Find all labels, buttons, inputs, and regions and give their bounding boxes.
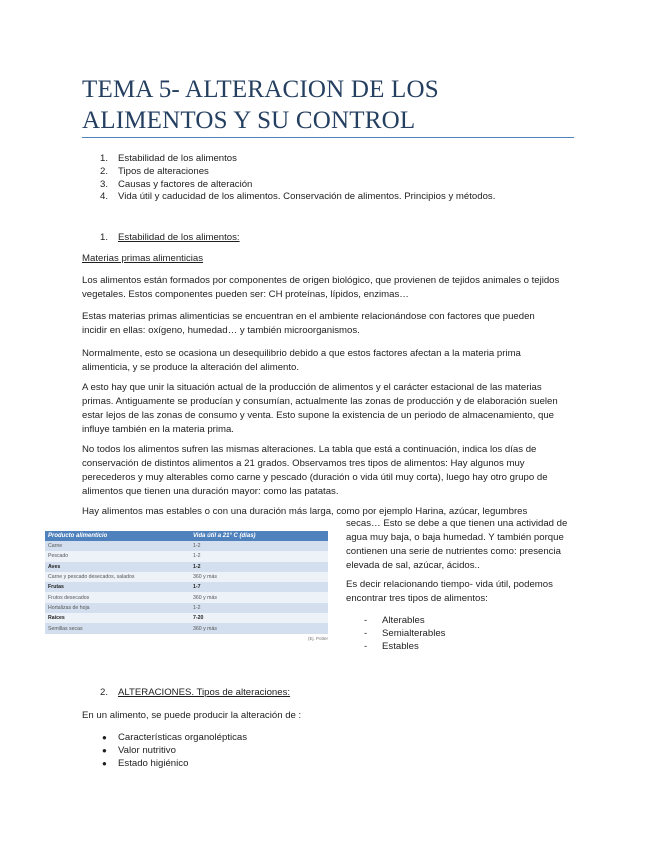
index-item [100, 165, 570, 178]
section-title: ALTERACIONES. Tipos de alteraciones: [118, 687, 291, 698]
table-cell: Frutos desecados [45, 592, 190, 602]
table-row [45, 582, 328, 592]
list-item [364, 640, 564, 653]
title-underline [82, 137, 574, 138]
list-item-label: Semialterables [382, 627, 446, 639]
index-item [100, 152, 570, 165]
table-row [45, 603, 328, 613]
table-header-days: Vida útil a 21° C (días) [190, 531, 328, 541]
dash-marker: - [364, 615, 368, 626]
table-cell: Carne y pescado desecados, salados [45, 572, 190, 582]
table-cell: Carne [45, 541, 190, 551]
section-number: 2. [100, 687, 109, 698]
index-number: 4. [100, 191, 109, 203]
table-cell: 1-2 [190, 603, 328, 613]
table-row [45, 592, 328, 602]
index-number: 2. [100, 165, 109, 177]
list-item-label: Características organolépticas [118, 732, 248, 743]
index-label: Vida útil y caducidad de los alimentos. Conservación de alimentos. Principios y métodos. [118, 191, 496, 203]
list-item-label: Valor nutritivo [118, 744, 176, 756]
paragraph-5: No todos los alimentos sufren las mismas alteraciones. La tabla que está a continuación, indica los días de conservación de distintos alimentos a 21 grados. Observamos tres tipos de alimentos: Hay algunos muy perecederos y muy alterables como carne y pescado (duración o vida útil muy corta), luego hay otro grupo de alimentos que tienen una duración mayor: como las patatas. [82, 444, 548, 497]
table-cell: 360 y más [190, 623, 328, 633]
section-1-heading [100, 231, 580, 245]
table-cell: 1-2 [190, 562, 328, 572]
table-cell: Aves [45, 562, 190, 572]
table-cell: 360 y más [190, 592, 328, 602]
list-item-label: Alterables [382, 615, 425, 626]
subheading: Materias primas alimenticias [82, 253, 204, 264]
bullet-marker: ● [102, 758, 107, 768]
section-2-intro: En un alimento, se puede producir la alteración de : [82, 710, 302, 721]
table-cell: 1-7 [190, 582, 328, 592]
paragraph-2: Estas materias primas alimenticias se encuentran en el ambiente relacionándose con factores que pueden incidir en ellas: oxígeno, humedad… y también microorganismos. [82, 311, 535, 336]
list-item-label: Estables [382, 640, 419, 652]
list-item [100, 757, 400, 770]
index-label: Estabilidad de los alimentos [118, 153, 237, 164]
section-2-heading [100, 686, 580, 700]
table-cell: 1-2 [190, 541, 328, 551]
index-label: Causas y factores de alteración [118, 178, 253, 190]
table-row [45, 613, 328, 623]
section-number: 1. [100, 232, 109, 243]
table-cell: 360 y más [190, 572, 328, 582]
bullet-marker: ● [102, 733, 107, 742]
list-item [100, 731, 400, 744]
index-number: 1. [100, 153, 109, 164]
table-cell: Raíces [45, 613, 190, 623]
table-row [45, 551, 328, 561]
alteration-list [100, 731, 400, 769]
list-item [364, 627, 564, 640]
dash-marker: - [364, 627, 368, 639]
table-cell: 7-20 [190, 613, 328, 623]
index-item [100, 178, 570, 191]
table-cell: Pescado [45, 551, 190, 561]
table-cell: Hortalizas de hoja [45, 603, 190, 613]
table-cell: Semillas secas [45, 623, 190, 633]
section-title: Estabilidad de los alimentos: [118, 232, 240, 243]
food-types-list [364, 614, 564, 652]
index-list [100, 152, 570, 203]
table-row [45, 572, 328, 582]
paragraph-3: Normalmente, esto se ocasiona un desequilibrio debido a que estos factores afectan a la materia prima alimenticia, y se produce la alteración del alimento. [82, 348, 521, 373]
index-label: Tipos de alteraciones [118, 165, 209, 177]
list-item-label: Estado higiénico [118, 757, 189, 769]
page-title: TEMA 5- ALTERACION DE LOS ALIMENTOS Y SU CONTROL [82, 76, 439, 134]
table-header-row [45, 531, 328, 541]
table-source: (Ej. Potter [307, 635, 328, 641]
table-cell: 1-2 [190, 551, 328, 561]
table-row [45, 623, 328, 633]
shelf-life-table [45, 531, 328, 634]
list-item [364, 614, 564, 627]
dash-marker: - [364, 640, 368, 652]
shelf-life-table-wrap [45, 531, 328, 641]
table-cell: Frutas [45, 582, 190, 592]
paragraph-1: Los alimentos están formados por componentes de origen biológico, que provienen de tejidos animales o tejidos vegetales. Estos componentes pueden ser: CH proteínas, lípidos, enzimas… [82, 275, 560, 300]
paragraph-6-side: secas… Esto se debe a que tienen una actividad de agua muy baja, o baja humedad. Y también porque contienen una serie de nutrientes como: presencia elevada de sal, azúcar, ácidos.. [346, 518, 568, 571]
paragraph-7: Es decir relacionando tiempo- vida útil, podemos encontrar tres tipos de alimentos: [346, 579, 553, 604]
index-number: 3. [100, 178, 109, 190]
table-row [45, 541, 328, 551]
bullet-marker: ● [102, 745, 107, 755]
table-row [45, 562, 328, 572]
table-header-product: Producto alimenticio [45, 531, 190, 541]
paragraph-4: A esto hay que unir la situación actual de la producción de alimentos y el carácter estacional de las materias primas. Antiguamente se producían y consumían, actualmente las zonas de producción y de elaboración suelen estar lejos de las zonas de consumo y venta. Esto supone la existencia de un periodo de almacenamiento, que influye también en la materia prima. [82, 382, 558, 435]
index-item [100, 190, 570, 203]
paragraph-6-lead: Hay alimentos mas estables o con una duración más larga, como por ejemplo Harina, azúcar, legumbres [82, 506, 528, 517]
list-item [100, 744, 400, 757]
